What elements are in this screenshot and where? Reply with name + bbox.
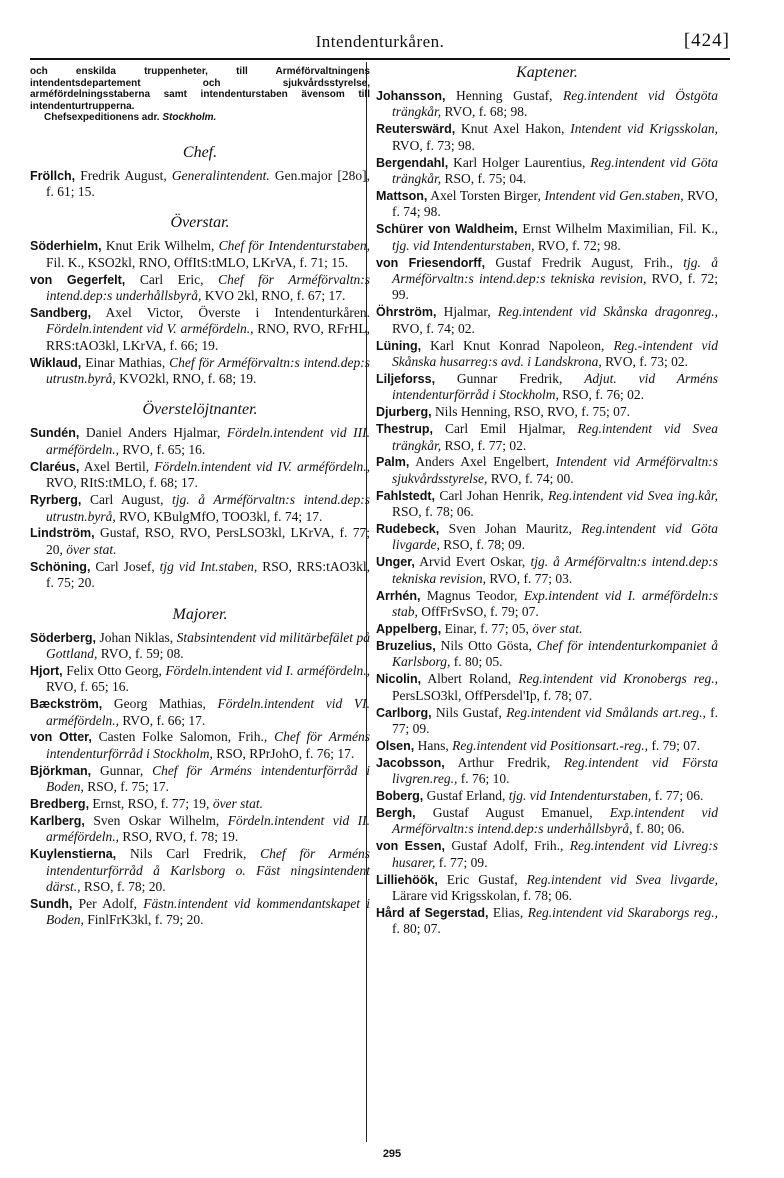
person-surname: Bredberg, (30, 797, 90, 812)
person-surname: Lüning, (376, 338, 422, 353)
roster-entry (376, 588, 718, 621)
position-title: Chef för Arméns intendenturförråd å Karlsborg o. Fäst ningsintendent därst., (46, 846, 370, 895)
roster-entry (376, 88, 718, 121)
person-details: Magnus Teodor, (426, 587, 518, 603)
roster-entry (30, 813, 370, 846)
position-title: Reg.intendent vid Svea trängkår, (392, 421, 718, 453)
section-heading: Kaptener. (516, 64, 578, 81)
honours-and-dates: RVO, RItS:tMLO, f. 68; 17. (46, 475, 198, 491)
person-details: Gustaf, RSO, RVO, PersLSO3kl, LKrVA, f. 77; 20, (46, 525, 370, 557)
person-surname: Arrhén, (376, 588, 421, 603)
honours-and-dates: RVO, f. 73; 02. (605, 354, 689, 369)
position-title: Reg.intendent vid Kronobergs reg., (518, 671, 718, 687)
person-details: Henning Gustaf, (456, 88, 553, 103)
honours-and-dates: RSO, f. 77; 02. (444, 437, 527, 453)
person-details: Arvid Evert Oskar, (419, 554, 526, 570)
roster-entry (376, 188, 718, 221)
position-title: Chef för Intendenturstaben, (218, 238, 371, 254)
person-details: Axel Victor, Överste i Intendenturkåren. (105, 304, 370, 320)
person-surname: Thestrup, (376, 422, 433, 437)
person-surname: Olsen, (376, 738, 415, 753)
person-surname: Schöning, (30, 559, 91, 574)
position-title: Generalintendent. (171, 167, 270, 183)
position-title: Fördeln.intendent vid IV. arméfördeln., (154, 458, 370, 474)
person-details: Felix Otto Georg, (66, 662, 162, 678)
position-title: Fördeln.intendent vid II. arméfördeln., (46, 813, 371, 845)
position-title: Intendent vid Gen.staben, (544, 187, 684, 203)
intro-paragraph (30, 66, 370, 124)
position-title: över stat. (532, 621, 583, 636)
honours-and-dates: f. 77; 09. (392, 704, 719, 736)
right-column (376, 66, 718, 938)
person-surname: Johansson, (376, 89, 446, 103)
person-details: Carl Josef, (95, 558, 155, 574)
position-title: Reg.intendent vid Första livgren.reg., (392, 754, 718, 787)
person-surname: von Friesendorff, (376, 255, 486, 270)
section-heading: Överstelöjtnanter. (142, 401, 258, 419)
person-surname: Nicolin, (376, 672, 422, 687)
person-details: Per Adolf, (78, 896, 137, 912)
person-details: Arthur Fredrik, (457, 754, 551, 770)
address-label: Chefsexpeditionens adr. (44, 112, 160, 123)
position-title: Reg.intendent vid Svea livgarde, (526, 871, 719, 887)
honours-and-dates: RSO, RRS:tAO3kl, f. 75; 20. (46, 558, 370, 591)
person-details: Knut Erik Wilhelm, (105, 238, 215, 254)
position-title: tjg. å Arméförvaltn:s intend.dep:s tekniska revision, (392, 254, 718, 286)
person-details: Anders Axel Engelbert, (415, 454, 549, 470)
position-title: Chef för Arméns intendenturförråd i Boden, (46, 762, 370, 795)
person-details: Sven Oskar Wilhelm, (93, 813, 220, 828)
roster-entry (30, 796, 370, 812)
person-surname: Appelberg, (376, 622, 442, 636)
position-title: över stat. (212, 796, 264, 812)
person-details: Eric Gustaf, (446, 871, 518, 887)
person-surname: Sandberg, (30, 305, 92, 320)
position-title: Reg.intendent vid Östgöta trängkår, (392, 88, 718, 120)
position-title: tjg. å Arméförvaltn:s intend.dep:s utrustn.byrå, (46, 492, 370, 524)
position-title: över stat. (66, 541, 117, 557)
honours-and-dates: KVO 2kl, RNO, f. 67; 17. (204, 288, 346, 304)
honours-and-dates: RVO, f. 77; 03. (489, 570, 573, 586)
honours-and-dates: RSO, f. 76; 02. (562, 387, 644, 403)
running-title: Intendenturkåren. (315, 32, 445, 51)
position-title: tjg. å Arméförvaltn:s intend.dep:s tekniska revision, (392, 554, 719, 586)
honours-and-dates: RVO, f. 66; 17. (122, 712, 206, 728)
roster-entry (376, 705, 718, 738)
roster-entry (376, 338, 718, 371)
honours-and-dates: RSO, f. 78; 06. (392, 504, 474, 520)
person-surname: Unger, (376, 555, 415, 570)
intro-text: och enskilda truppenheter, till Arméförvaltningens intendentsdepartement och sjukvårdsstyrelse, arméfördelningsstaberna samt intendenturstaben ävensom till intendenturtrupperna. (30, 66, 370, 112)
person-surname: Hård af Segerstad, (376, 905, 489, 920)
position-title: Reg.intendent vid Göta livgarde, (392, 521, 719, 553)
honours-and-dates: RSO, f. 78; 20. (83, 879, 166, 895)
roster-entry (376, 621, 718, 637)
person-details: Nils Gustaf, (435, 704, 502, 720)
person-details: Sven Johan Mauritz, (448, 521, 572, 537)
person-surname: Wiklaud, (30, 355, 82, 370)
person-surname: Claréus, (30, 459, 80, 474)
person-surname: Bergh, (376, 805, 416, 820)
person-details: Ernst, RSO, f. 77; 19, (92, 796, 210, 812)
honours-and-dates: RVO, f. 59; 08. (100, 645, 184, 661)
honours-and-dates: FinlFrK3kl, f. 79; 20. (87, 912, 204, 928)
position-title: Fästn.intendent vid kommendantskapet i Boden, (46, 896, 371, 928)
honours-and-dates: f. 76; 10. (460, 771, 510, 787)
person-details: Gunnar, (99, 762, 144, 778)
honours-and-dates: RNO, RVO, RFrHL, RRS:tAO3kl, LKrVA, f. 66; 19. (46, 321, 370, 353)
roster-entry (376, 738, 718, 754)
roster-entry (376, 638, 718, 671)
honours-and-dates: Fil. K., KSO2kl, RNO, OffItS:tMLO, LKrVA, f. 71; 15. (46, 254, 349, 270)
person-surname: Lindström, (30, 526, 95, 541)
section-heading: Majorer. (172, 605, 228, 623)
person-surname: Bergendahl, (376, 155, 449, 170)
person-surname: von Gegerfelt, (30, 272, 126, 287)
person-details: Carl Johan Henrik, (439, 487, 544, 503)
position-title: Adjut. vid Arméns intendenturförråd i Stockholm, (392, 370, 718, 403)
person-surname: Fröllch, (30, 168, 76, 183)
position-title: Intendent vid Krigsskolan, (570, 121, 719, 137)
roster-entry (376, 155, 718, 188)
roster-entry (376, 255, 718, 304)
roster-entry (30, 305, 370, 354)
person-surname: Söderhielm, (30, 239, 102, 254)
roster-entry (376, 121, 718, 154)
person-surname: Karlberg, (30, 814, 85, 828)
honours-and-dates: RSO, RVO, f. 78; 19. (122, 829, 239, 845)
position-title: Fördeln.intendent vid V. arméfördeln., (46, 321, 254, 337)
position-title: Reg.intendent vid Livreg:s husarer, (392, 838, 718, 870)
position-title: tjg vid Int.staben, (159, 558, 258, 574)
honours-and-dates: RSO, f. 78; 09. (443, 537, 526, 553)
person-details: Daniel Anders Hjalmar, (85, 425, 221, 441)
person-details: Axel Torsten Birger, (430, 187, 541, 203)
roster-entry (376, 454, 718, 487)
roster-entry (376, 755, 718, 788)
person-surname: Mattson, (376, 188, 428, 203)
honours-and-dates: f. 80; 06. (635, 821, 685, 837)
person-details: Gustaf August Emanuel, (432, 804, 593, 820)
honours-and-dates: RVO, f. 74; 98. (392, 187, 719, 220)
honours-and-dates: f. 77; 09. (438, 854, 488, 870)
left-column (30, 66, 370, 929)
roster-entry (30, 459, 370, 492)
roster-entry (30, 425, 370, 458)
person-details: Casten Folke Salomon, Frih., (98, 729, 268, 745)
position-title: Reg.intendent vid Göta trängkår, (392, 154, 718, 187)
honours-and-dates: RVO, f. 65; 16. (46, 679, 129, 695)
person-surname: Rudebeck, (376, 522, 440, 537)
roster-entry (30, 696, 370, 729)
person-surname: Boberg, (376, 789, 424, 804)
honours-and-dates: f. 77; 06. (654, 788, 704, 804)
person-surname: Sundh, (30, 897, 73, 912)
person-details: Hans, (417, 737, 449, 753)
honours-and-dates: RSO, f. 75; 17. (87, 779, 170, 795)
position-title: Fördeln.intendent vid I. arméfördeln., (165, 662, 371, 678)
page-header (30, 30, 730, 58)
roster-entry (30, 355, 370, 388)
person-details: Einar Mathias, (85, 354, 166, 370)
honours-and-dates: Gen.major [28o], f. 61; 15. (46, 167, 370, 199)
person-details: Knut Axel Hakon, (461, 121, 565, 137)
person-details: Karl Holger Laurentius, (453, 154, 586, 170)
person-surname: Öhrström, (376, 305, 437, 320)
position-title: Reg.intendent vid Positionsart.-reg., (452, 737, 649, 753)
person-surname: Reuterswärd, (376, 122, 456, 137)
person-surname: Schürer von Waldheim, (376, 222, 518, 237)
roster-entry (376, 788, 718, 804)
roster-entry (30, 663, 370, 696)
honours-and-dates: f. 80; 07. (392, 921, 441, 937)
position-title: Exp.intendent vid Arméförvaltn:s intend.dep:s underhållsbyrå, (392, 804, 718, 837)
person-details: Johan Niklas, (99, 629, 174, 645)
person-details: Fredrik August, (80, 167, 167, 183)
person-surname: Björkman, (30, 763, 92, 778)
honours-and-dates: RVO, f. 74; 00. (490, 470, 574, 486)
honours-and-dates: RVO, f. 65; 16. (122, 441, 206, 457)
person-details: Georg Mathias, (113, 696, 206, 712)
roster-entry (376, 221, 718, 254)
person-surname: von Otter, (30, 730, 92, 745)
person-details: Nils Henning, RSO, RVO, f. 75; 07. (434, 404, 630, 420)
person-details: Carl Emil Hjalmar, (444, 421, 566, 437)
roster-entry (376, 404, 718, 420)
honours-and-dates: PersLSO3kl, OffPersdel'Ip, f. 78; 07. (392, 687, 593, 703)
position-title: Chef för Arméförvaltn:s intend.dep:s underhållsbyrå, (46, 271, 370, 304)
position-title: Chef för intendenturkompaniet å Karlsborg, (392, 637, 719, 670)
roster-entry (376, 488, 718, 521)
roster-entry (376, 905, 718, 938)
honours-and-dates: RVO, f. 68; 98. (444, 104, 528, 120)
person-surname: Söderberg, (30, 630, 96, 645)
person-surname: Kuylenstierna, (30, 847, 117, 862)
position-title: Stabsintendent vid militärbefälet på Gottland, (46, 629, 370, 661)
roster-entry (30, 238, 370, 271)
roster-entry (30, 492, 370, 525)
person-surname: Liljeforss, (376, 371, 436, 386)
honours-and-dates: RVO, KBulgMfO, TOO3kl, f. 74; 17. (119, 508, 323, 524)
roster-entry (30, 896, 370, 929)
person-details: Hjalmar, (443, 304, 491, 320)
section-heading: Chef. (182, 143, 218, 161)
address-city: Stockholm. (162, 112, 217, 123)
person-details: Carl Eric, (139, 271, 204, 287)
position-title: Reg.intendent vid Skånska dragonreg., (497, 304, 719, 320)
person-surname: Palm, (376, 455, 410, 470)
person-details: Carl August, (89, 492, 164, 508)
person-details: Karl Knut Konrad Napoleon, (430, 337, 605, 353)
roster-entry (30, 525, 370, 558)
person-surname: Lilliehöök, (376, 872, 438, 887)
roster-entry (376, 671, 718, 704)
position-title: Intendent vid Arméförvaltn:s sjukvårdsstyrelse, (392, 454, 719, 486)
honours-and-dates: RVO, f. 73; 98. (392, 137, 475, 153)
section-heading: Överstar. (170, 214, 230, 232)
position-title: Reg.intendent vid Smålands art.reg., (506, 704, 706, 720)
honours-and-dates: RVO, f. 72; 99. (392, 270, 719, 303)
roster-entry (376, 521, 718, 554)
roster-entry (376, 805, 718, 838)
roster-entry (376, 421, 718, 454)
person-details: Gustaf Erland, (426, 788, 506, 804)
roster-entry (376, 838, 718, 871)
honours-and-dates: RVO, f. 74; 02. (392, 320, 475, 336)
roster-entry (30, 168, 370, 201)
person-details: Axel Bertil, (83, 458, 150, 474)
roster-entry (376, 371, 718, 404)
honours-and-dates: f. 79; 07. (651, 737, 701, 753)
position-title: tjg. vid Intendenturstaben, (508, 788, 652, 804)
honours-and-dates: KVO2kl, RNO, f. 68; 19. (119, 371, 257, 387)
honours-and-dates: RSO, f. 75; 04. (444, 171, 527, 187)
honours-and-dates: RSO, RPrJohO, f. 76; 17. (216, 745, 355, 761)
person-details: Nils Otto Gösta, (440, 637, 532, 653)
roster-entry (30, 630, 370, 663)
person-surname: Bruzelius, (376, 638, 436, 653)
person-details: Ernst Wilhelm Maximilian, Fil. K., (522, 221, 719, 237)
position-title: Chef för Arméns intendenturförråd i Stockholm, (46, 729, 371, 761)
person-details: Albert Roland, (427, 671, 512, 687)
honours-and-dates: Lärare vid Krigsskolan, f. 78; 06. (392, 888, 572, 903)
roster-entry (376, 554, 718, 587)
person-surname: Djurberg, (376, 405, 432, 420)
honours-and-dates: RVO, f. 72; 98. (537, 237, 621, 253)
roster-entry (30, 559, 370, 592)
person-surname: Fahlstedt, (376, 488, 436, 503)
position-title: Fördeln.intendent vid III. arméfördeln., (46, 425, 371, 457)
roster-entry (376, 304, 718, 337)
intro-address (30, 112, 370, 124)
position-title: Fördeln.intendent vid VI. arméfördeln., (46, 696, 371, 728)
roster-entry (376, 872, 718, 905)
position-title: Exp.intendent vid I. arméfördeln:s stab, (392, 587, 719, 620)
person-details: Nils Carl Fredrik, (129, 846, 247, 862)
roster-entry (30, 763, 370, 796)
person-surname: Ryrberg, (30, 493, 82, 508)
person-surname: Bæckström, (30, 697, 103, 712)
person-details: Gustaf Adolf, Frih., (451, 838, 564, 854)
honours-and-dates: OffFrSvSO, f. 79; 07. (421, 604, 539, 620)
position-title: Reg.intendent vid Svea ing.kår, (547, 487, 719, 503)
person-surname: Jacobsson, (376, 755, 445, 770)
roster-entry (30, 272, 370, 305)
person-details: Gunnar Fredrik, (456, 370, 563, 386)
roster-entry (30, 729, 370, 762)
page-number: 295 (382, 1148, 402, 1160)
person-details: Elias, (492, 904, 524, 920)
position-title: Reg.-intendent vid Skånska husarreg:s avd. i Landskrona, (392, 337, 719, 369)
position-title: tjg. vid Intendenturstaben, (392, 237, 535, 253)
bracket-page-number: [424] (683, 30, 730, 51)
person-details: Einar, f. 77; 05, (444, 621, 529, 636)
person-details: Gustaf Fredrik August, Frih., (495, 254, 673, 270)
position-title: Chef för Arméförvaltn:s intend.dep:s utrustn.byrå, (46, 354, 371, 387)
roster-entry (30, 846, 370, 895)
person-surname: Hjort, (30, 663, 63, 678)
header-rule (30, 58, 730, 60)
person-surname: Carlborg, (376, 705, 432, 720)
person-surname: von Essen, (376, 839, 445, 854)
honours-and-dates: f. 80; 05. (453, 654, 503, 670)
person-surname: Sundén, (30, 426, 80, 441)
position-title: Reg.intendent vid Skaraborgs reg., (527, 904, 718, 920)
